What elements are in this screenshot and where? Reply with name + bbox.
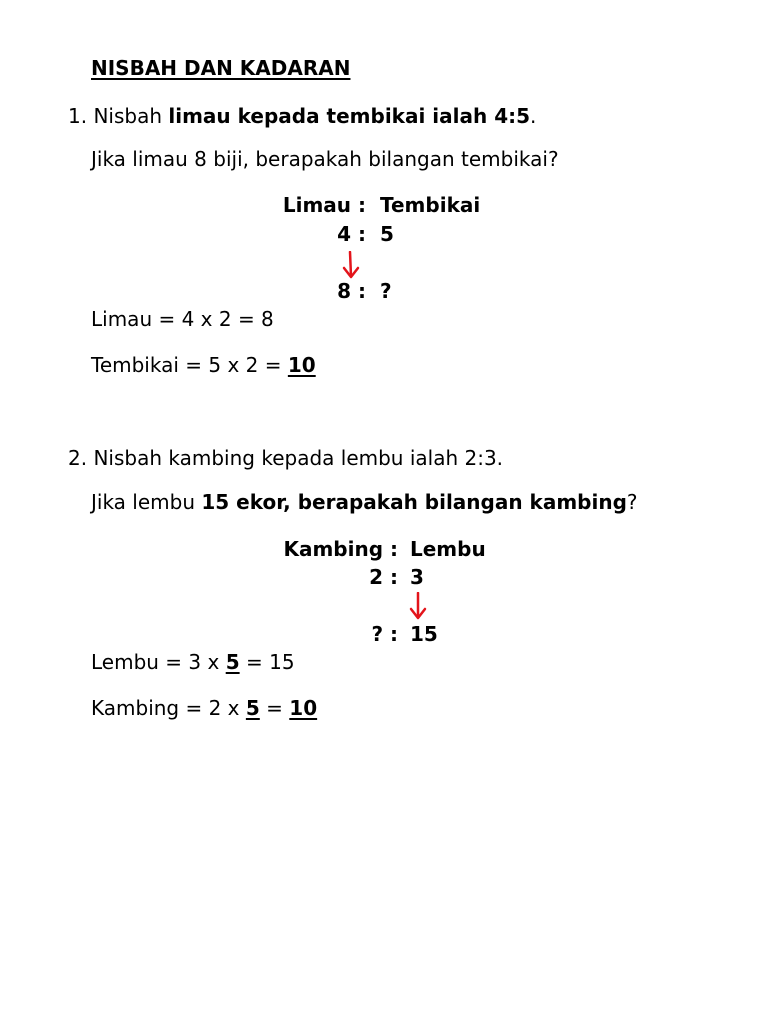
q1-table-row1-right: 5	[380, 222, 394, 246]
q2-step1-prefix: Lembu = 3 x	[91, 650, 226, 674]
q1-intro-bold: limau kepada tembikai ialah 4:5	[168, 104, 531, 128]
q2-question-bold: 15 ekor, berapakah bilangan kambing	[201, 490, 627, 514]
q1-step2-prefix: Tembikai = 5 x 2 =	[91, 353, 288, 377]
q2-step2-mid: =	[259, 696, 290, 720]
q1-answer: 10	[287, 353, 316, 377]
q1-table-row2-left: 8 :	[337, 279, 366, 303]
q1-table-left-header: Limau :	[282, 193, 366, 217]
q2-step1	[91, 650, 295, 674]
q1-step1: Limau = 4 x 2 = 8	[91, 307, 274, 331]
down-arrow-icon	[341, 251, 361, 279]
q2-question-end: ?	[626, 490, 638, 514]
q2-table-row2-left: ? :	[371, 622, 398, 646]
q2-step2	[91, 696, 317, 720]
q1-ratio-table	[0, 193, 768, 313]
q1-intro-end: .	[530, 104, 537, 128]
q2-answer: 10	[289, 696, 318, 720]
q1-intro	[68, 104, 536, 128]
q2-question-plain: Jika lembu	[91, 490, 202, 514]
q2-intro-text: Nisbah kambing kepada lembu ialah 2:3.	[93, 446, 504, 470]
q1-table-row1-left: 4 :	[337, 222, 366, 246]
q2-step1-factor: 5	[225, 650, 240, 674]
q2-table-row1-right: 3	[410, 565, 424, 589]
q2-table-left-header: Kambing :	[283, 537, 398, 561]
q1-table-row2-right: ?	[380, 279, 392, 303]
q2-intro	[68, 446, 503, 470]
q1-table-right-header: Tembikai	[380, 193, 481, 217]
q1-step2	[91, 353, 316, 377]
q2-step1-suffix: = 15	[239, 650, 295, 674]
q2-ratio-table	[0, 537, 768, 657]
q2-question	[91, 490, 638, 514]
page-title: NISBAH DAN KADARAN	[91, 56, 351, 80]
q2-step2-factor: 5	[245, 696, 260, 720]
q2-step2-prefix: Kambing = 2 x	[91, 696, 246, 720]
q2-table-right-header: Lembu	[410, 537, 486, 561]
q2-number: 2.	[68, 446, 88, 470]
q2-table-row1-left: 2 :	[369, 565, 398, 589]
q1-number: 1.	[68, 104, 88, 128]
q2-table-row2-right: 15	[410, 622, 438, 646]
q1-intro-plain: Nisbah	[93, 104, 169, 128]
down-arrow-icon	[408, 592, 428, 620]
q1-question: Jika limau 8 biji, berapakah bilangan tembikai?	[91, 147, 559, 171]
